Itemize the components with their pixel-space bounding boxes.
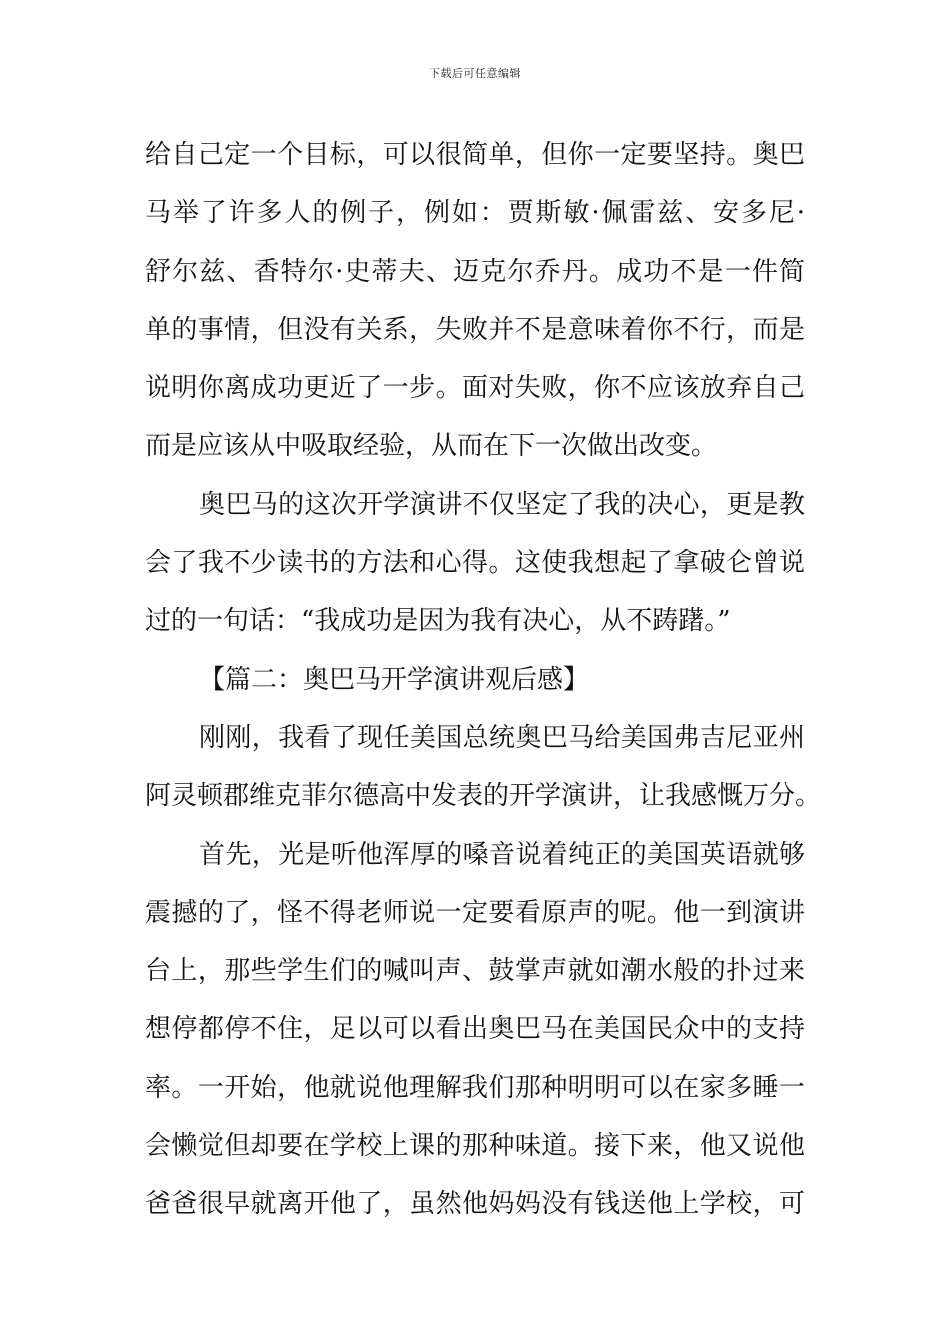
text-line: 会懒觉但却要在学校上课的那种味道。接下来，他又说他 [145,1131,805,1162]
text-line: 率。一开始，他就说他理解我们那种明明可以在家多睡一 [145,1072,805,1103]
document-body [145,126,822,1234]
text-line: 过的一句话：“我成功是因为我有决心，从不踌躇。” [145,606,731,637]
text-line: 想停都停不住，足以可以看出奥巴马在美国民众中的支持 [145,1014,805,1045]
page-header: 下载后可任意编辑 [429,67,521,80]
text-line: 而是应该从中吸取经验，从而在下一次做出改变。 [145,431,718,462]
text-line: 阿灵顿郡维克菲尔德高中发表的开学演讲，让我感慨万分。 [145,781,822,812]
text-line: 舒尔兹、香特尔·史蒂夫、迈克尔乔丹。成功不是一件简 [145,256,805,287]
paragraph-first-line: 刚刚，我看了现任美国总统奥巴马给美国弗吉尼亚州 [199,722,805,753]
paragraph-first-line: 首先，光是听他浑厚的嗓音说着纯正的美国英语就够 [199,839,805,870]
section-heading: 【篇二：奥巴马开学演讲观后感】 [199,664,590,695]
text-line: 爸爸很早就离开他了，虽然他妈妈没有钱送他上学校，可 [145,1189,805,1220]
text-line: 震撼的了，怪不得老师说一定要看原声的呢。他一到演讲 [145,897,805,928]
text-line: 给自己定一个目标，可以很简单，但你一定要坚持。奥巴 [145,140,805,170]
text-line: 单的事情，但没有关系，失败并不是意味着你不行，而是 [145,314,805,345]
text-line: 说明你离成功更近了一步。面对失败，你不应该放弃自己 [145,373,805,404]
text-line: 会了我不少读书的方法和心得。这使我想起了拿破仑曾说 [145,548,805,579]
paragraph-first-line: 奥巴马的这次开学演讲不仅坚定了我的决心，更是教 [199,489,805,520]
text-line: 台上，那些学生们的喊叫声、鼓掌声就如潮水般的扑过来 [145,956,805,987]
text-line: 马举了许多人的例子，例如：贾斯敏·佩雷兹、安多尼· [145,198,805,229]
